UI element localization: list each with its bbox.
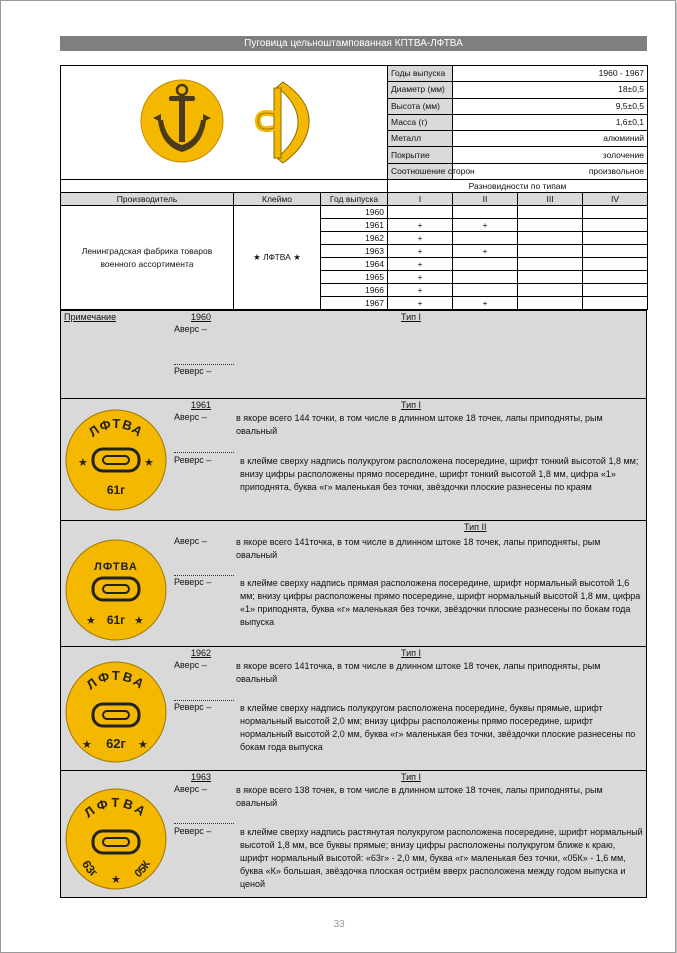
col-type-4: IV (583, 193, 648, 206)
spec-label: Металл (388, 131, 453, 147)
type-1-mark: + (388, 245, 453, 258)
revers-label: Реверс – (174, 366, 212, 376)
avers-text: в якоре всего 141точка, в том числе в длинном штоке 18 точек, лапы приподняты, рым овальный (236, 537, 601, 560)
type-2-mark: + (453, 297, 518, 310)
avers-text: в якоре всего 138 точек, в том числе в длинном штоке 18 точек, лапы приподняты, рым овальный (236, 785, 603, 808)
svg-text:★: ★ (134, 615, 144, 627)
table-row (61, 206, 648, 219)
stamp-1963-image (64, 787, 168, 891)
col-type-2: II (453, 193, 518, 206)
button-images-cell (61, 66, 388, 180)
year-cell: 1967 (321, 297, 388, 310)
page-title: Пуговица цельноштампованная КПТВА-ЛФТВА (60, 36, 647, 51)
year-cell: 1963 (321, 245, 388, 258)
section-type: Тип I (401, 312, 422, 322)
section-year: 1960 (191, 312, 212, 322)
anchor-button-front-image (141, 80, 309, 163)
avers-text: в якоре всего 144 точки, в том числе в длинном штоке 18 точек, лапы приподняты, рым овальный (236, 413, 603, 436)
type-2-mark: + (453, 219, 518, 232)
mark-text: ★ ЛФТВА ★ (234, 206, 321, 310)
type-1-mark: + (388, 232, 453, 245)
svg-text:ЛФТВА: ЛФТВА (83, 667, 149, 693)
avers-label: Аверс – (174, 536, 207, 546)
type-2-mark (453, 284, 518, 297)
stamp-1962-image (64, 660, 168, 764)
type-2-mark: + (453, 245, 518, 258)
stamp-year: 62г (106, 736, 126, 751)
producer-name: Ленинградская фабрика товаров военного ассортимента (61, 206, 234, 310)
svg-text:★: ★ (111, 874, 121, 886)
section-type: Тип I (401, 400, 422, 410)
spec-value: 1960 - 1967 (453, 66, 648, 82)
type-2-mark (453, 232, 518, 245)
col-mark: Клеймо (234, 193, 321, 206)
stamp-1961-type-1-image (64, 408, 168, 512)
section-type: Тип I (401, 772, 422, 782)
svg-text:ЛФТВА: ЛФТВА (94, 561, 138, 573)
svg-text:★: ★ (78, 457, 88, 469)
note-section-1961-type-2 (60, 520, 647, 647)
dotted-divider (174, 575, 234, 576)
revers-label: Реверс – (174, 577, 212, 587)
spec-value: 1,6±0,1 (453, 114, 648, 130)
avers-label: Аверс – (174, 324, 207, 334)
note-label: Примечание (64, 312, 117, 322)
section-year: 1962 (191, 648, 212, 658)
svg-text:63г: 63г (79, 857, 101, 880)
svg-text:★: ★ (138, 739, 148, 751)
type-2-mark (453, 206, 518, 219)
spec-label: Годы выпуска (388, 66, 453, 82)
dotted-divider (174, 823, 234, 824)
anchor-button-side-image (258, 82, 309, 163)
spec-label: Высота (мм) (388, 98, 453, 114)
svg-text:★: ★ (86, 615, 96, 627)
revers-text: в клейме сверху надпись прямая расположена посередине, шрифт нормальный высотой 1,6 мм; внизу цифры расположены прямо посередине, шрифт нормальный высотой 1,8 мм, цифра «1» приподнята, буква «г» маленькая без точки, звёздочки плоские разнесены по бокам года выпуска (240, 578, 641, 627)
avers-text: в якоре всего 141точка, в том числе в длинном штоке 18 точек, лапы приподняты, рым овальный (236, 661, 601, 684)
col-type-3: III (518, 193, 583, 206)
year-cell: 1960 (321, 206, 388, 219)
revers-text: в клейме сверху надпись полукругом расположена посередине, шрифт тонкий высотой 1,8 мм; внизу цифры расположены прямо посередине, шрифт тонкий высотой 1,8 мм, цифра «1» приподнята, буква «г» маленькая без точки, звёздочки плоские разнесены по краям (240, 456, 639, 492)
spec-value: 9,5±0,5 (453, 98, 648, 114)
type-1-mark (388, 206, 453, 219)
section-type: Тип II (464, 522, 487, 532)
revers-text: в клейме сверху надпись растянутая полукругом расположена посередине, шрифт нормальный высотой 1,8 мм, все буквы прямые; внизу цифры расположены полукругом ближе к краю, шрифт нормальный высотой: «63г» - 2,0 мм, буква «г» маленькая без точки, «05К» - 1,6 мм, буква «К» большая, звёздочка плоская остриём вверх расположена между годом выпуска и ценой (240, 827, 643, 889)
button-spec-table (60, 65, 648, 310)
revers-label: Реверс – (174, 455, 212, 465)
year-cell: 1966 (321, 284, 388, 297)
button-drawing (61, 66, 388, 176)
type-2-mark (453, 271, 518, 284)
year-cell: 1961 (321, 219, 388, 232)
section-type: Тип I (401, 648, 422, 658)
section-year: 1963 (191, 772, 212, 782)
note-section-1960 (60, 310, 647, 399)
svg-text:05К: 05К (132, 858, 154, 881)
svg-text:ЛФТВА: ЛФТВА (85, 415, 147, 440)
spec-label: Соотношение сторон (388, 163, 453, 179)
note-section-1961-type-1 (60, 398, 647, 521)
spec-label: Масса (г) (388, 114, 453, 130)
dotted-divider (174, 452, 234, 453)
svg-text:★: ★ (144, 457, 154, 469)
stamp-year: 61г (106, 613, 126, 627)
type-1-mark: + (388, 271, 453, 284)
svg-text:ЛФТВА: ЛФТВА (81, 794, 151, 821)
spec-value: произвольное (453, 163, 648, 179)
variants-header: Разновидности по типам (388, 180, 648, 193)
col-type-1: I (388, 193, 453, 206)
col-producer: Производитель (61, 193, 234, 206)
revers-label: Реверс – (174, 826, 212, 836)
type-2-mark (453, 258, 518, 271)
year-cell: 1965 (321, 271, 388, 284)
svg-text:★: ★ (82, 739, 92, 751)
type-1-mark: + (388, 258, 453, 271)
section-year: 1961 (191, 400, 212, 410)
col-year: Год выпуска (321, 193, 388, 206)
avers-label: Аверс – (174, 412, 207, 422)
stamp-year: 61г (106, 483, 126, 497)
year-cell: 1962 (321, 232, 388, 245)
note-section-1962 (60, 646, 647, 771)
spec-label: Диаметр (мм) (388, 82, 453, 98)
dotted-divider (174, 364, 234, 365)
stamp-1961-type-2-image (64, 538, 168, 642)
type-1-mark: + (388, 284, 453, 297)
type-1-mark: + (388, 297, 453, 310)
avers-label: Аверс – (174, 660, 207, 670)
spec-label: Покрытие (388, 147, 453, 163)
revers-text: в клейме сверху надпись полукругом расположена посередине, буквы прямые, шрифт нормальный высотой 2,0 мм; внизу цифры расположены прямо посередине, шрифт нормальный высотой 2,0 мм, буква «г» маленькая без точки, звёздочки плоские разнесены по бокам года выпуска (240, 703, 636, 752)
year-cell: 1964 (321, 258, 388, 271)
type-1-mark: + (388, 219, 453, 232)
revers-label: Реверс – (174, 702, 212, 712)
page-number: 33 (333, 919, 345, 930)
spec-value: 18±0,5 (453, 82, 648, 98)
avers-label: Аверс – (174, 784, 207, 794)
dotted-divider (174, 700, 234, 701)
note-section-1963 (60, 770, 647, 898)
spec-value: золочение (453, 147, 648, 163)
spec-value: алюминий (453, 131, 648, 147)
